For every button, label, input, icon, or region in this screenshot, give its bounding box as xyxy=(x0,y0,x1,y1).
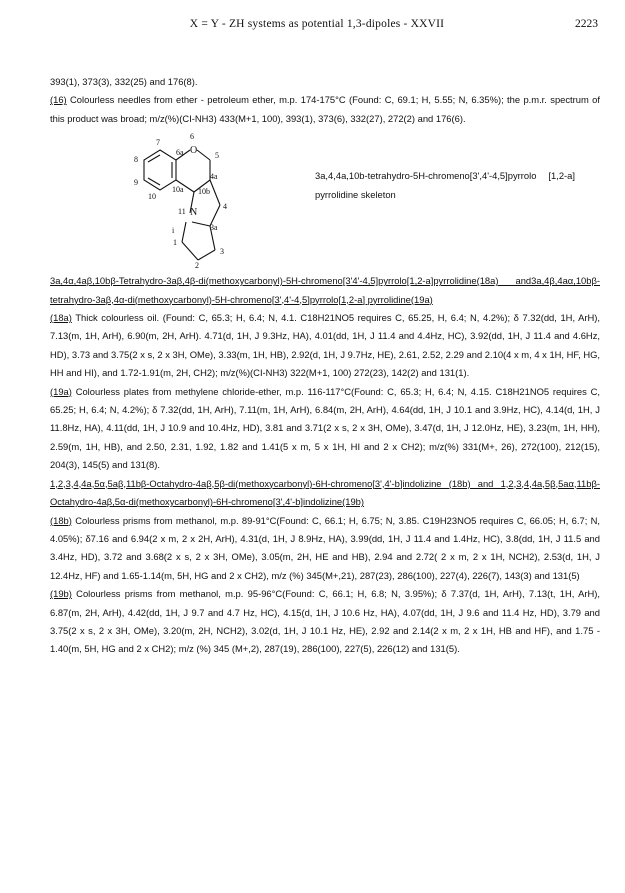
label-3: 3 xyxy=(220,247,224,257)
running-header xyxy=(28,18,606,36)
compound-ref-18b: (18b) xyxy=(50,514,72,526)
paragraph-compound-18b xyxy=(50,512,600,586)
compound-title-18b-19b: 1,2,3,4,4a,5α,5aβ,11bβ-Octahydro-4aβ,5β-di(methoxycarbonyl)-6H-chromeno[3',4'-b]indolizine (18b) and 1,2,3,4,4a,5β,5aα,11bβ-Octahydro-4aβ,5α-di(methoxycarbonyl)-6H-chromeno[3',4'-b]indolizine(19b) xyxy=(50,477,600,508)
running-title: X = Y - ZH systems as potential 1,3-dipoles - XXVII xyxy=(189,18,445,30)
label-2: 2 xyxy=(195,261,199,269)
compound-ref-19a: (19a) xyxy=(50,385,72,397)
structure-caption: 3a,4,4a,10b-tetrahydro-5H-chromeno[3',4'-4,5]pyrrolo [1,2-a] pyrrolidine skeleton xyxy=(315,170,575,201)
label-7: 7 xyxy=(156,138,160,148)
paragraph-compound-16 xyxy=(50,91,600,128)
label-10b: 10b xyxy=(198,187,210,197)
paragraph-compound-19a xyxy=(50,383,600,475)
chromeno-pyrrolizine-structure xyxy=(110,130,300,268)
page-number: 2223 xyxy=(575,18,598,30)
page-body xyxy=(50,73,600,659)
compound-title-18a-19a: 3a,4α,4aβ,10bβ-Tetrahydro-3aβ,4β-di(methoxycarbonyl)-5H-chromeno[3'4'-4,5]pyrrolo[1,2-a]pyrrolidine(18a) and3a,4β,4aα,10bβ-tetrahydro-3aβ,4α-di(methoxycarbonyl)-5H-chromeno[3',4'-4,5]pyrrolo[1,2-a] pyrrolidine(19a) xyxy=(50,275,600,305)
compound-ref-19b: (19b) xyxy=(50,588,72,600)
label-N: N xyxy=(190,207,198,219)
label-8: 8 xyxy=(134,155,138,165)
label-O: O xyxy=(190,145,198,157)
paragraph-compound-19b xyxy=(50,585,600,659)
label-10a: 10a xyxy=(172,185,184,195)
structure-figure xyxy=(50,130,600,268)
label-i: i xyxy=(172,226,175,236)
label-10: 10 xyxy=(148,192,156,202)
compound-19a-text: Colourless plates from methylene chloride-ether, m.p. 116-117°C(Found: C, 65.3; H, 6.4; N, 4.15. C18H21NO5 requires C, 65.25; H, 6.4; N, 4.2%); δ 7.32(dd, 1H, ArH), 7.11(m, 1H, ArH), 6.84(m, 2H, ArH), 4.64(dd, 1H, J 10.1 and 3.9Hz, HC), 4.14(d, 1H, J 11.8Hz, HA), 4.11(dd, 1H, J 10.9 and 10.4Hz, HD), 3.81 and 3.71(2 x s, 2 x 3H, OMe), 3.47(d, 1H, J 12.0Hz, HE), 3.23(m, 1H, HH), 2.59(m, 1H, HB), and 2.50, 2.31, 1.92, 1.82 and 1.41(5 x m, 5 x 1H, HI and 2 x CH2); m/z(%) 331(M+, 26), 272(100), 212(15), 204(3), 145(5) and 131(8). xyxy=(50,385,600,471)
compound-ref-16: (16) xyxy=(50,94,67,106)
compound-ref-18a: (18a) xyxy=(50,312,72,324)
label-5: 5 xyxy=(215,151,219,161)
compound-16-text: Colourless needles from ether - petroleum ether, m.p. 174-175°C (Found: C, 69.1; H, 5.55; N, 6.35%); the p.m.r. spectrum of this product was broad; m/z(%)(CI-NH3) 433(M+1, 100), 393(1), 373(6), 332(27), 272(2) and 176(6). xyxy=(50,94,600,124)
label-4: 4 xyxy=(223,202,227,212)
label-6a: 6a xyxy=(176,148,184,158)
paragraph-compound-18a xyxy=(50,309,600,383)
label-9: 9 xyxy=(134,178,138,188)
label-4a: 4a xyxy=(210,172,218,182)
compound-18b-text: Colourless prisms from methanol, m.p. 89-91°C(Found: C, 66.1; H, 6.75; N, 3.85. C19H23NO5 requires C, 66.05; H, 6.7; N, 4.05%); δ7.16 and 6.94(2 x m, 2 x 2H, ArH), 4.31(d, 1H, J 8.9Hz, HA), 3.99(dd, 1H, J 11.4 and 1.4Hz, HC), 3.8(dd, 1H, J 11.5 and 3.4Hz, HD), 3.72 and 3.68(2 x s, 2 x 3H, OMe), 3.05(m, 2H, HE and HB), 2.94 and 2.72( 2 x m, 2 x 1H, NCH2), 2.53(d, 1H, J 12.4Hz, HF) and 1.65-1.14(m, 5H, HG and 2 x CH2), m/z (%) 345(M+,21), 287(23), 286(100), 227(4), 226(7), 143(3) and 131(5) xyxy=(50,514,600,581)
label-11: 11 xyxy=(178,207,186,217)
label-3a: 3a xyxy=(210,223,218,233)
compound-19b-text: Colourless prisms from methanol, m.p. 95-96°C(Found: C, 66.1; H, 6.8; N, 3.95%); δ 7.37(d, 1H, ArH), 7.13(t, 1H, ArH), 6.87(m, 2H, ArH), 4.42(dd, 1H, J 9.7 and 4.7 Hz, HC), 4.15(d, 1H, J 10.6 Hz, HA), 4.07(dd, 1H, J 9.6 and 11.4 Hz, HD), 3.79 and 3.75(2 x s, 2 x 3H, OMe), 3.20(m, 2H, NCH2), 3.02(d, 1H, J 10.1 Hz, HE), 2.92 and 2.14(2 x m, 2 x 1H, HB and HF), and 1.75 - 1.40(m, 5H, HG and 2 x CH2); m/z (%) 345 (M+,2), 287(19), 286(100), 227(5), 226(12) and 131(5). xyxy=(50,588,600,655)
label-1: 1 xyxy=(173,238,177,248)
compound-18a-text: Thick colourless oil. (Found: C, 65.3; H, 6.4; N, 4.1. C18H21NO5 requires C, 65.25, H, 6.4; N, 4.2%); δ 7.32(dd, 1H, ArH), 7.13(m, 1H, ArH), 6.90(m, 2H, ArH). 4.71(d, 1H, J 9.3Hz, HA), 4.01(dd, 1H, J 11.4 and 4.4Hz, HC), 3.92(dd, 1H, J 11.4 and 4.6Hz, HD), 3.73 and 3.75(2 x s, 2 x 3H, OMe), 3.33(m, 1H, HB), 2.92(d, 1H, J 9.7Hz, HE), 2.61, 2.52, 2.29 and 2.10(4 x m, 4 x 1H, HF, HG, HH and HI), and 1.72-1.91(m, 2H, CH2); m/z(%)(CI-NH3) 322(M+1, 100) 272(23), 142(2) and 131(1). xyxy=(50,312,600,379)
paragraph-mass-spec-tail: 393(1), 373(3), 332(25) and 176(8). xyxy=(50,76,198,87)
label-6: 6 xyxy=(190,132,194,142)
